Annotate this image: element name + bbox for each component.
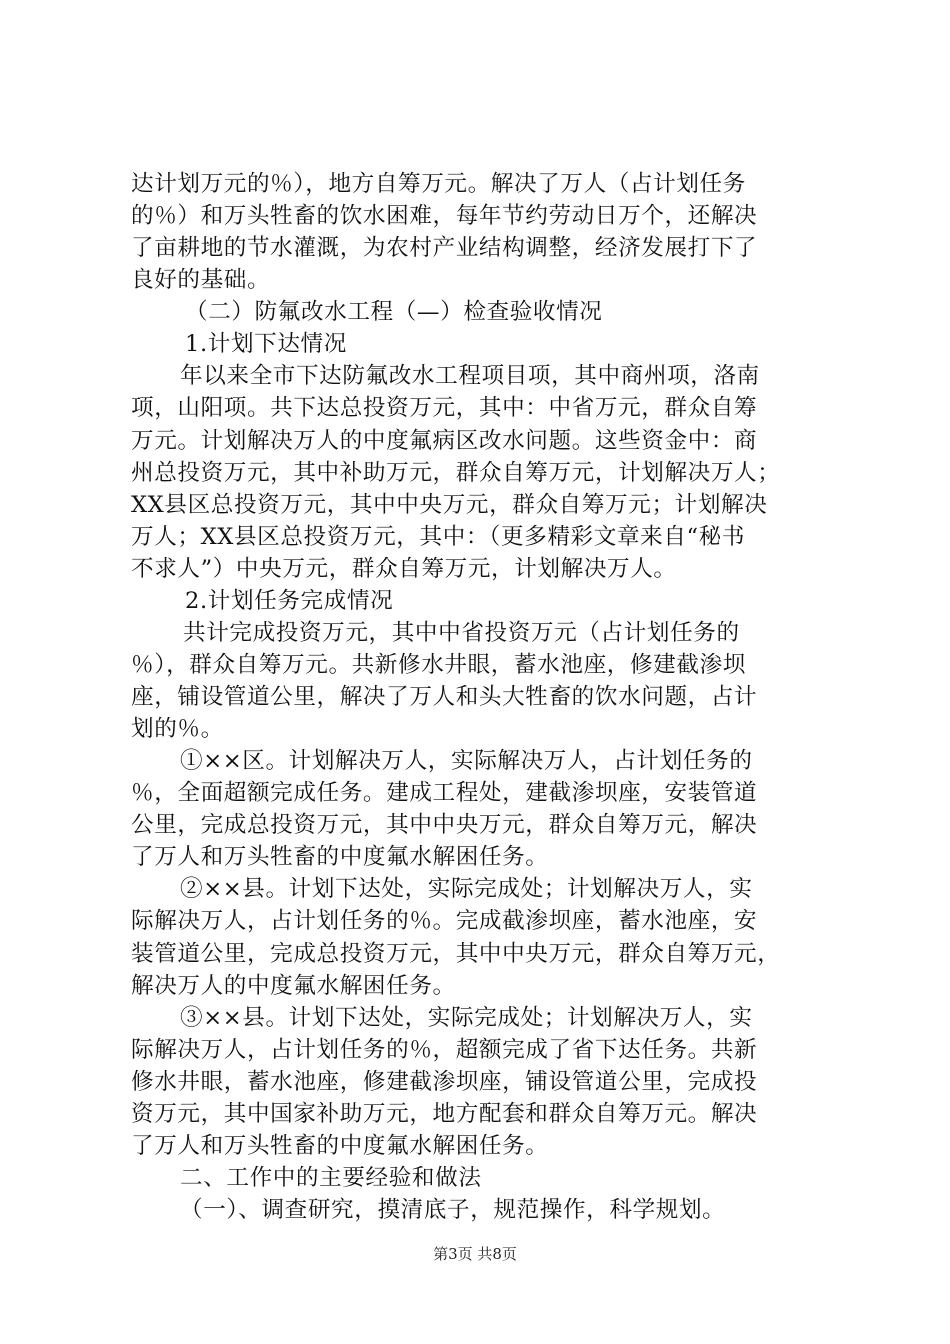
paragraph-line: ③××县。计划下达处，实际完成处；计划解决万人，实 [180, 1004, 753, 1031]
paragraph-line: 达计划万元的％），地方自筹万元。解决了万人（占计划任务 [131, 171, 746, 197]
paragraph-line: 年以来全市下达防氟改水工程项目项，其中商州项，洛南 [180, 363, 760, 390]
paragraph-line: 万人；XX县区总投资万元，其中：（更多精彩文章来自“秘书 [131, 523, 746, 550]
subsection-heading: 2.计划任务完成情况 [185, 587, 394, 614]
paragraph-line: 不求人”）中央万元，群众自筹万元，计划解决万人。 [131, 555, 677, 582]
paragraph-line: ②××县。计划下达处，实际完成处；计划解决万人，实 [180, 876, 753, 903]
section-heading: 二、工作中的主要经验和做法 [180, 1164, 482, 1191]
paragraph-line: 修水井眼，蓄水池座，修建截渗坝座，铺设管道公里，完成投 [131, 1068, 758, 1095]
paragraph-line: 万元。计划解决万人的中度氟病区改水问题。这些资金中：商 [131, 427, 758, 454]
subsection-heading: 1.计划下达情况 [185, 331, 347, 358]
paragraph-line: 装管道公里，完成总投资万元，其中中央万元，群众自筹万元， [131, 940, 781, 967]
paragraph-line: 资万元，其中国家补助万元，地方配套和群众自筹万元。解决 [131, 1100, 758, 1127]
paragraph-line: 座，铺设管道公里，解决了万人和头大牲畜的饮水问题，占计 [131, 684, 758, 710]
paragraph-line: 公里，完成总投资万元，其中中央万元，群众自筹万元，解决 [131, 812, 758, 839]
section-heading: （二）防氟改水工程（—）检查验收情况 [185, 299, 603, 326]
paragraph-line: 际解决万人，占计划任务的％，超额完成了省下达任务。共新 [131, 1036, 758, 1063]
paragraph-line: 了亩耕地的节水灌溉，为农村产业结构调整，经济发展打下了 [131, 235, 758, 262]
page-footer: 第3页 共8页 [433, 1245, 517, 1263]
paragraph-line: 项，山阳项。共下达总投资万元，其中：中省万元，群众自筹 [131, 395, 758, 422]
paragraph-line: 州总投资万元，其中补助万元，群众自筹万元，计划解决万人； [131, 459, 781, 486]
paragraph-line: ％），群众自筹万元。共新修水井眼，蓄水池座，修建截渗坝 [131, 651, 746, 678]
paragraph-line: 解决万人的中度氟水解困任务。 [131, 972, 456, 999]
paragraph-line: 了万人和万头牲畜的中度氟水解困任务。 [131, 1132, 549, 1159]
paragraph-line: 际解决万人，占计划任务的％。完成截渗坝座，蓄水池座，安 [131, 908, 758, 935]
paragraph-line: ①××区。计划解决万人，实际解决万人，占计划任务的 [180, 748, 753, 775]
paragraph-line: 划的％。 [131, 716, 224, 743]
paragraph-line: 了万人和万头牲畜的中度氟水解困任务。 [131, 844, 549, 871]
paragraph-line: 良好的基础。 [131, 267, 271, 294]
paragraph-line: 共计完成投资万元，其中中省投资万元（占计划任务的 [183, 619, 740, 646]
paragraph-line: ％，全面超额完成任务。建成工程处，建截渗坝座，安装管道 [131, 780, 758, 807]
section-heading: （一）、调查研究，摸清底子，规范操作，科学规划。 [180, 1197, 726, 1223]
paragraph-line: 的％）和万头牲畜的饮水困难，每年节约劳动日万个，还解决 [131, 203, 758, 230]
paragraph-line: XX县区总投资万元，其中中央万元，群众自筹万元；计划解决 [131, 491, 768, 518]
